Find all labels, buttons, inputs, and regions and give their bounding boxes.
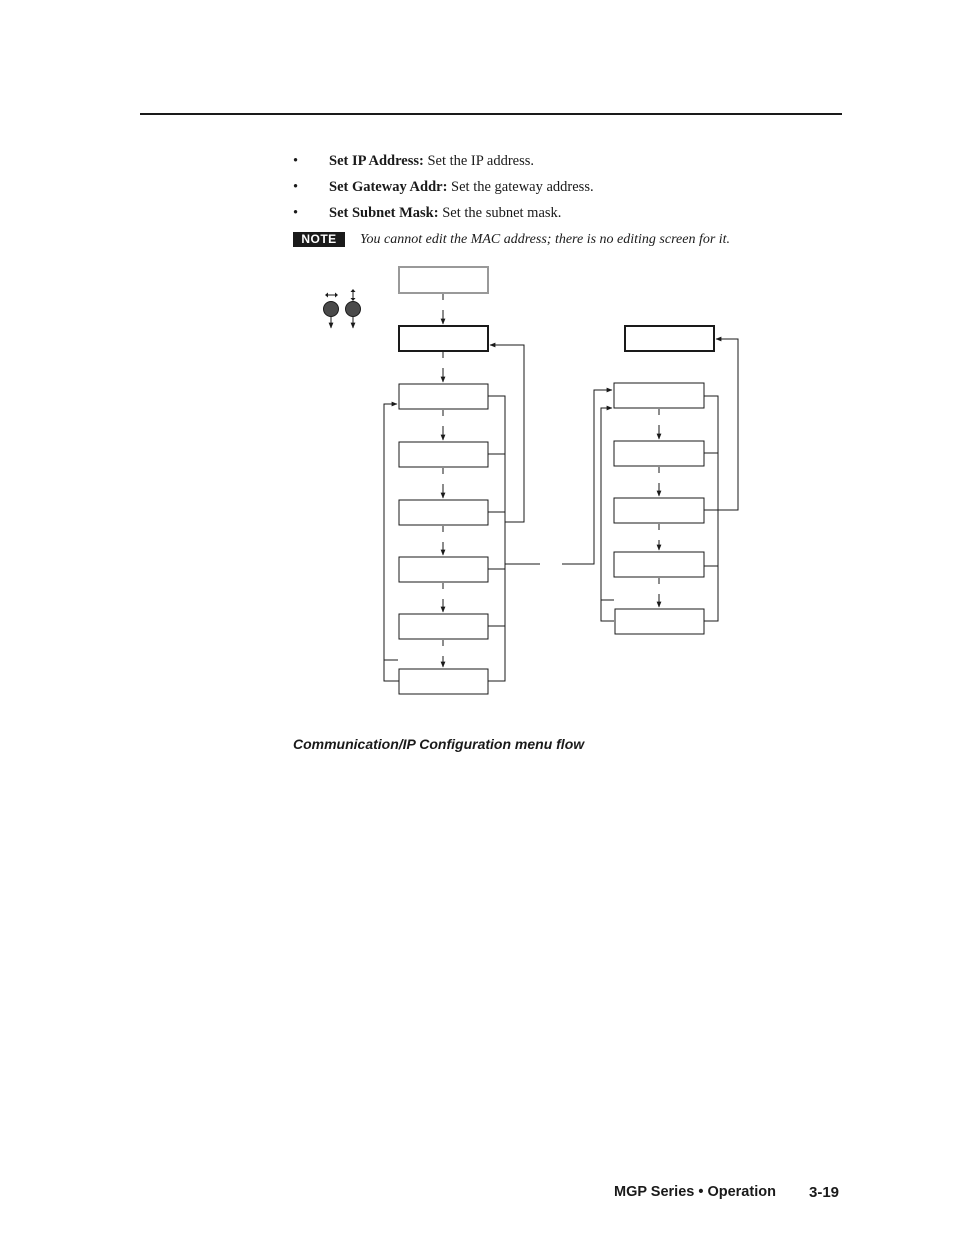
ip-submenu-column [562,326,738,634]
menu-box [614,383,704,408]
vertical-knob-icon [346,302,361,317]
menu-box [614,441,704,466]
adjust-knobs [324,289,361,328]
menu-box [399,267,488,293]
bullet-dot: • [293,179,299,195]
bullet-term: Set Gateway Addr: [329,179,448,195]
figure-caption: Communication/IP Configuration menu flow [293,736,585,752]
menu-box [614,552,704,577]
main-menu-column [384,267,540,694]
horizontal-knob-icon [324,302,339,317]
note-text: You cannot edit the MAC address; there is no editing screen for it. [360,232,731,247]
note-badge: NOTE [293,232,345,247]
menu-box [615,609,704,634]
menu-box [399,669,488,694]
menu-box [614,498,704,523]
menu-box [399,442,488,467]
bullet-dot: • [293,205,299,221]
bullet-description: Set the gateway address. [447,179,594,195]
menu-box [399,326,488,351]
page-number: 3-19 [809,1184,840,1201]
menu-box [625,326,714,351]
bullet-term: Set Subnet Mask: [329,205,439,221]
bullet-term: Set IP Address: [329,153,424,169]
up-down-arrow-icon [351,289,356,301]
menu-box [399,614,488,639]
menu-box [399,384,488,409]
menu-box [399,557,488,582]
footer-title: MGP Series • Operation [614,1184,776,1200]
menu-box [399,500,488,525]
bullet-dot: • [293,153,299,169]
bullet-description: Set the IP address. [423,153,535,169]
left-right-arrow-icon [325,293,338,298]
bullet-description: Set the subnet mask. [438,205,562,221]
